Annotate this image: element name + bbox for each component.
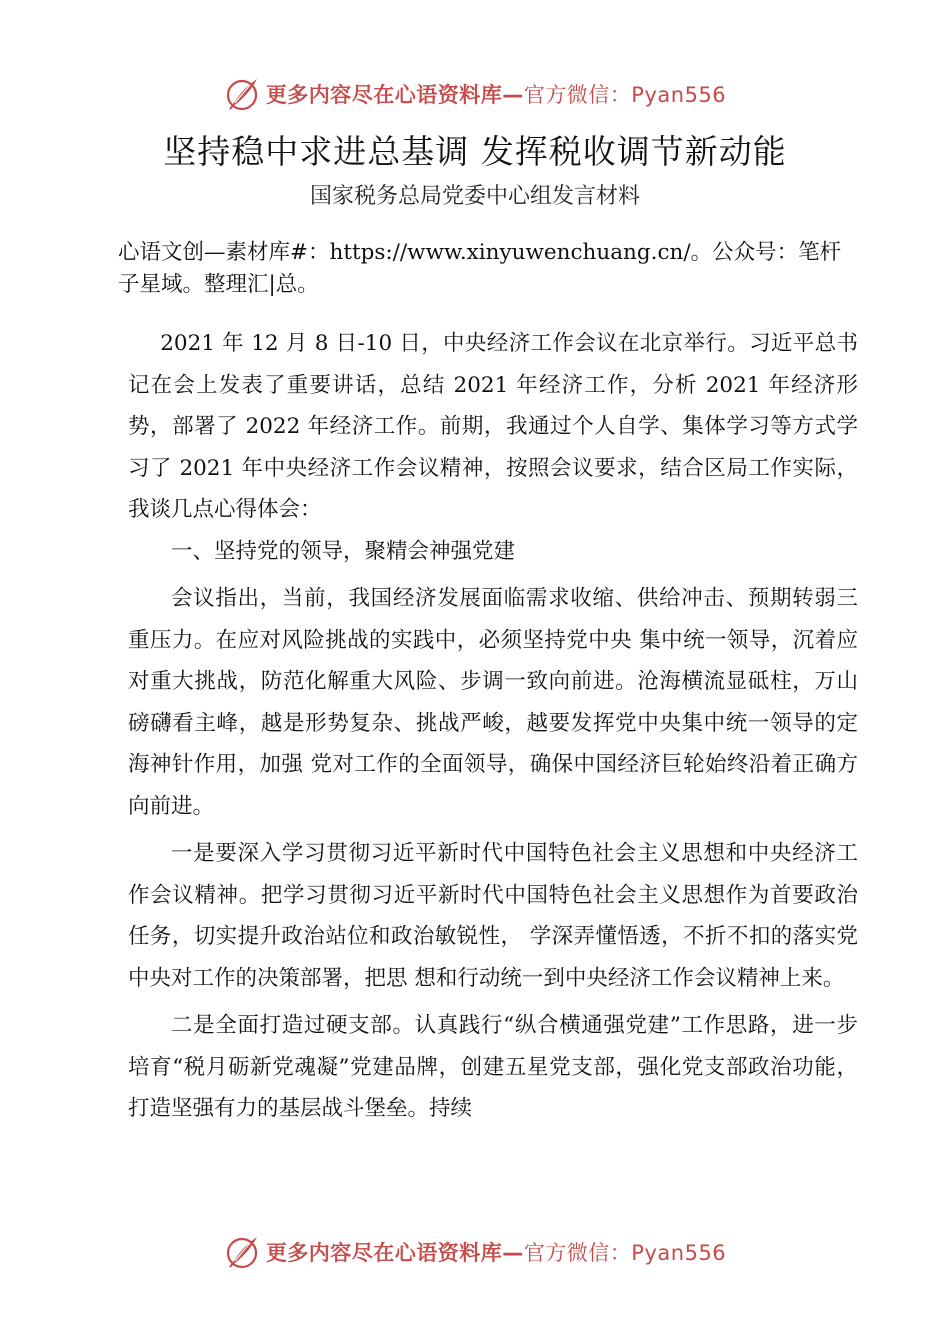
quill-pen-logo-icon	[224, 1234, 260, 1270]
footer-banner-text	[266, 1237, 726, 1267]
footer-banner-wechat: 官方微信：Pyan556	[523, 1241, 727, 1265]
document-body	[128, 323, 858, 1130]
paragraph-point-1: 一是要深入学习贯彻习近平新时代中国特色社会主义思想和中央经济工作会议精神。把学习贯彻习近平新时代中国特色社会主义思想作为首要政治任务，切实提升政治站位和政治敏锐性， 学深弄懂悟透，不折不扣的落实党中央对工作的决策部署，把思 想和行动统一到中央经济工作会议精神上来。	[128, 841, 858, 991]
header-banner-wechat: 官方微信：Pyan556	[523, 83, 727, 107]
paragraph-section-1: 会议指出，当前，我国经济发展面临需求收缩、供给冲击、预期转弱三重压力。在应对风险挑战的实践中，必须坚持党中央 集中统一领导，沉着应对重大挑战，防范化解重大风险、步调一致向前进。沧海横流显砥柱，万山磅礴看主峰，越是形势复杂、挑战严峻，越要发挥党中央集中统一领导的定海神针作用，加强 党对工作的全面领导，确保中国经济巨轮始终沿着正确方向前进。	[128, 586, 858, 819]
quill-pen-logo-icon	[224, 76, 260, 112]
section-heading-1: 一、坚持党的领导，聚精会神强党建	[171, 538, 516, 564]
header-banner	[0, 72, 950, 116]
header-banner-text	[266, 79, 726, 109]
paragraph-intro: 2021 年 12 月 8 日-10 日，中央经济工作会议在北京举行。习近平总书记在会上发表了重要讲话，总结 2021 年经济工作，分析 2021 年经济形势，部署了 2022 年经济工作。前期，我通过个人自学、集体学习等方式学习了 2021 年中央经济工作会议精神，按照会议要求，结合区局工作实际，我谈几点心得体会：	[128, 331, 858, 522]
source-line: 心语文创—素材库#：https://www.xinyuwenchuang.cn/。公众号：笔杆子星域。整理汇|总。	[118, 240, 842, 297]
document-subtitle: 国家税务总局党委中心组发言材料	[309, 184, 640, 209]
paragraph-point-2: 二是全面打造过硬支部。认真践行“纵合横通强党建”工作思路，进一步培育“税月砺新党魂凝”党建品牌，创建五星党支部，强化党支部政治功能，打造坚强有力的基层战斗堡垒。持续	[128, 1013, 858, 1121]
document-title: 坚持稳中求进总基调 发挥税收调节新动能	[163, 132, 787, 171]
footer-banner	[0, 1230, 950, 1274]
footer-banner-promo: 更多内容尽在心语资料库—	[265, 1241, 524, 1265]
header-banner-promo: 更多内容尽在心语资料库—	[265, 83, 524, 107]
